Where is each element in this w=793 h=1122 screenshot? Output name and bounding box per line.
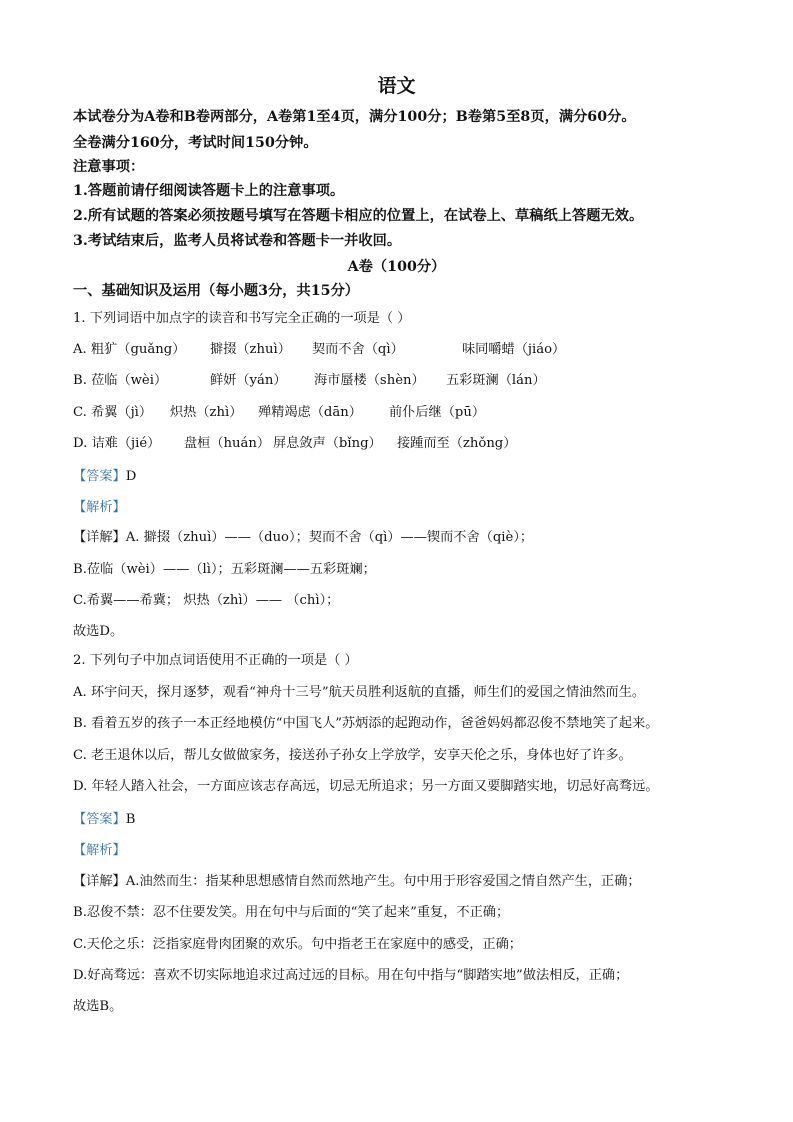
q1-option-c-item: 前仆后继（pū）	[389, 405, 486, 420]
q1-stem: 1. 下列词语中加点字的读音和书写完全正确的一项是（ ）	[73, 311, 411, 326]
q1-analysis-label: 【解析】	[73, 500, 126, 515]
notice-item-1: 1.答题前请仔细阅读答题卡上的注意事项。	[73, 183, 345, 199]
q2-detail-3: C.天伦之乐：泛指家庭骨肉团聚的欢乐。句中指老王在家庭中的感受，正确；	[73, 937, 522, 952]
answer-label: 【答案】	[73, 812, 126, 827]
q1-option-a-item: 味同嚼蜡（jiáo）	[462, 342, 566, 357]
q2-option-d: D. 年轻人踏入社会，一方面应该志存高远，切忌无所追求；另一方面又要脚踏实地，切忌好高骛远。	[73, 779, 659, 794]
page-title: 语文	[377, 75, 416, 97]
q2-option-b: B. 看着五岁的孩子一本正经地模仿“中国飞人”苏炳添的起跑动作，爸爸妈妈都忍俊不禁地笑了起来。	[73, 716, 659, 731]
q1-option-d-item: D. 诘难（jié）	[73, 436, 161, 451]
q2-detail-5: 故选B。	[73, 999, 123, 1014]
q1-option-d-item: 屏息敛声（bǐng）	[273, 436, 382, 451]
q1-option-a-item: A. 粗犷（guǎng）	[73, 342, 186, 357]
detail-label: 【详解】	[73, 530, 126, 545]
q2-detail-2: B.忍俊不禁：忍不住要发笑。用在句中与后面的“笑了起来”重复，不正确；	[73, 905, 510, 920]
q1-detail-1	[73, 526, 533, 545]
detail-text: A. 擗掇（zhuì）——（duo）；契而不舍（qì）——锲而不舍（qiè）；	[125, 530, 534, 545]
answer-value: D	[125, 469, 137, 484]
q1-option-b-item: 鲜妍（yán）	[210, 373, 287, 388]
intro-line-2: 全卷满分160分，考试时间150分钟。	[73, 135, 318, 151]
q1-answer	[73, 465, 136, 484]
q1-option-c-item: 殚精竭虑（dān）	[258, 405, 362, 420]
q1-detail-3: C.希翼——希冀； 炽热（zhì）—— （chì）；	[73, 593, 340, 608]
q2-answer	[73, 808, 135, 827]
q1-option-b-item: B. 莅临（wèi）	[73, 373, 168, 388]
answer-value: B	[125, 812, 136, 827]
q2-detail-4: D.好高骛远：喜欢不切实际地追求过高过远的目标。用在句中指与“脚踏实地”做法相反，正确；	[73, 968, 629, 983]
q1-detail-4: 故选D。	[73, 624, 124, 639]
q1-option-b-item: 海市蜃楼（shèn）	[314, 373, 425, 388]
q1-option-c-item: C. 希翼（jì）	[73, 405, 153, 420]
answer-label: 【答案】	[73, 469, 126, 484]
detail-label: 【详解】	[73, 874, 126, 889]
q2-analysis-label: 【解析】	[73, 843, 126, 858]
q1-detail-2: B.莅临（wèi）——（lì）；五彩斑澜——五彩斑斓；	[73, 562, 376, 577]
q2-option-a: A. 环宇问天，探月逐梦，观看“神舟十三号”航天员胜利返航的直播，师生们的爱国之情油然而生。	[73, 685, 646, 700]
section-1-heading: 一、基础知识及运用（每小题3分，共15分）	[73, 283, 360, 299]
notice-item-3: 3.考试结束后，监考人员将试卷和答题卡一并收回。	[73, 233, 402, 249]
intro-line-1: 本试卷分为A卷和B卷两部分，A卷第1至4页，满分100分；B卷第5至8页，满分60分。	[73, 109, 636, 125]
q1-option-d-item: 接踵而至（zhǒng）	[397, 436, 517, 451]
q2-detail-1	[73, 870, 641, 889]
q2-stem: 2. 下列句子中加点词语使用不正确的一项是（ ）	[73, 653, 358, 668]
notice-item-2: 2.所有试题的答案必须按题号填写在答题卡相应的位置上，在试卷上、草稿纸上答题无效。	[73, 208, 644, 224]
q1-option-a-item: 契而不舍（qì）	[312, 342, 404, 357]
volume-a-heading: A卷（100分）	[347, 259, 446, 275]
q2-option-c: C. 老王退休以后，帮儿女做做家务，接送孙子孙女上学放学，安享天伦之乐，身体也好了许多。	[73, 748, 632, 763]
q1-option-d-item: 盘桓（huán）	[184, 436, 271, 451]
q1-option-c-item: 炽热（zhì）	[170, 405, 243, 420]
notice-title: 注意事项：	[73, 159, 145, 175]
q1-option-b-item: 五彩斑澜（lán）	[446, 373, 546, 388]
q1-option-a-item: 擗掇（zhuì）	[210, 342, 291, 357]
detail-text: A.油然而生：指某种思想感情自然而然地产生。句中用于形容爱国之情自然产生，正确；	[125, 874, 641, 889]
